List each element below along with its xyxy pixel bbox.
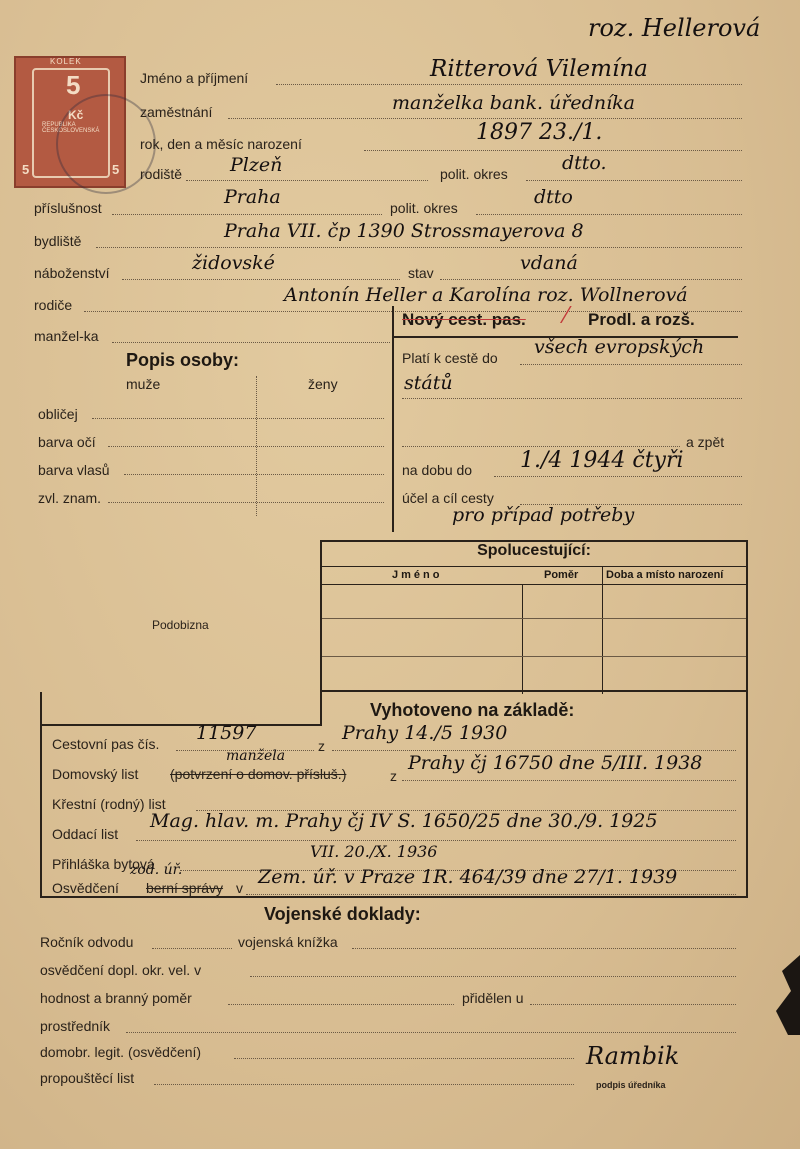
stamp-value-small-right: 5: [112, 162, 120, 177]
certificate-struck: berní správy: [146, 880, 224, 896]
rank-label: hodnost a branný poměr: [40, 990, 192, 1006]
birthplace-label: rodiště: [140, 166, 183, 182]
military-book-label: vojenská knížka: [238, 934, 338, 950]
face-label: obličej: [38, 406, 78, 422]
domicile-label: příslušnost: [34, 200, 102, 216]
home-list-value: Prahy čj 16750 dne 5/III. 1938: [408, 752, 703, 774]
intermediary-line: [126, 1032, 736, 1033]
name-line: [276, 84, 742, 85]
purpose-label: účel a cíl cesty: [402, 490, 494, 506]
companions-header: [322, 542, 746, 566]
duration-label: na dobu do: [402, 462, 473, 478]
photo-label: Podobizna: [152, 618, 209, 632]
assigned-line: [530, 1004, 736, 1005]
signature-caption: podpis úředníka: [596, 1080, 666, 1090]
baptism-label: Křestní (rodný) list: [52, 796, 166, 812]
discharge-line: [154, 1084, 574, 1085]
certificate-value: Zem. úř. v Praze 1R. 464/39 dne 27/1. 1939: [258, 866, 678, 888]
basis-box-step: [320, 692, 322, 726]
intermediary-label: prostředník: [40, 1018, 111, 1034]
red-check-mark: ⁄: [564, 304, 568, 329]
stamp-header: KOLEK: [50, 57, 82, 66]
marriage-label: Oddací list: [52, 826, 119, 842]
passport-number-label: Cestovní pas čís.: [52, 736, 160, 752]
new-passport-option: Nový cest. pas.: [402, 310, 526, 329]
stamp-currency: Kč: [68, 108, 84, 122]
religion-line: [122, 279, 400, 280]
basis-box-top-left: [40, 724, 322, 726]
stamp-country: REPUBLIKA ČESKOSLOVENSKÁ: [42, 122, 100, 134]
marriage-line: [136, 840, 736, 841]
district2-line: [476, 214, 742, 215]
valid-for-value-1: všech evropských: [534, 336, 705, 358]
valid-for-label: Platí k cestě do: [402, 350, 498, 366]
valid-for-line-2: [402, 398, 742, 399]
birth-line: [364, 150, 742, 151]
official-signature: Rambik: [586, 1042, 680, 1070]
companions-box: [320, 540, 748, 692]
valid-for-value-2: států: [404, 372, 453, 394]
maiden-name-note: roz. Hellerová: [588, 14, 761, 42]
registration-label: Přihláška bytová: [52, 856, 155, 872]
special-marks-line: [108, 502, 384, 503]
status-line: [440, 279, 742, 280]
hair-color-line: [124, 474, 384, 475]
home-list-line: [402, 780, 736, 781]
occupation-label: zaměstnání: [140, 104, 213, 120]
home-list-struck: (potvrzení o domov. přísluš.): [170, 766, 347, 782]
residence-value: Praha VII. čp 1390 Strossmayerova 8: [224, 220, 584, 242]
return-label: a zpět: [686, 434, 725, 450]
passport-from-value: Prahy 14./5 1930: [342, 722, 508, 744]
religion-value: židovské: [192, 252, 275, 274]
supplementary-cert-label: osvědčení dopl. okr. vel. v: [40, 962, 202, 978]
validity-box-left-border: [392, 306, 394, 532]
eye-color-label: barva očí: [38, 434, 96, 450]
supplementary-cert-line: [250, 976, 736, 977]
district2-label: polit. okres: [390, 200, 458, 216]
birthplace-value: Plzeň: [230, 154, 283, 176]
parents-label: rodiče: [34, 297, 73, 313]
renewal-option: Prodl. a rozš.: [588, 310, 695, 329]
torn-edge: [770, 955, 800, 1035]
duration-line: [494, 476, 742, 477]
companions-birth-header: Doba a místo narození: [606, 569, 724, 581]
eye-color-line: [108, 446, 384, 447]
certificate-label: Osvědčení: [52, 880, 119, 896]
companions-col-divider-1: [522, 584, 523, 694]
certificate-above: zod. úř.: [130, 862, 183, 878]
companions-col-divider-2: [602, 566, 603, 694]
home-guard-line: [234, 1058, 574, 1059]
passport-number-value: 11597: [196, 722, 257, 744]
home-list-above: manžela: [226, 748, 286, 764]
birth-value: 1897 23./1.: [476, 120, 603, 145]
purpose-value: pro případ potřeby: [452, 504, 635, 526]
military-title: Vojenské doklady:: [264, 904, 421, 924]
religion-label: náboženství: [34, 265, 110, 281]
birth-label: rok, den a měsíc narození: [140, 136, 302, 152]
residence-label: bydliště: [34, 233, 82, 249]
home-guard-label: domobr. legit. (osvědčení): [40, 1044, 202, 1060]
name-value: Ritterová Vilemína: [430, 56, 648, 82]
registration-value: VII. 20./X. 1936: [310, 842, 438, 861]
district1-value: dtto.: [562, 152, 607, 174]
district1-label: polit. okres: [440, 166, 508, 182]
birthplace-line: [186, 180, 428, 181]
home-list-label: Domovský list: [52, 766, 139, 782]
description-title: Popis osoby:: [126, 350, 240, 370]
certificate-line: [246, 894, 736, 895]
draft-year-line: [152, 948, 232, 949]
companions-title: Spolucestující:: [477, 542, 591, 559]
valid-for-line-3: [402, 446, 680, 447]
face-line: [92, 418, 384, 419]
basis-title: Vyhotoveno na základě:: [370, 700, 575, 720]
special-marks-label: zvl. znam.: [38, 490, 102, 506]
passport-from-label: z: [318, 738, 325, 754]
parents-value: Antonín Heller a Karolína roz. Wollnerová: [284, 284, 688, 306]
draft-year-label: Ročník odvodu: [40, 934, 134, 950]
spouse-label: manžel-ka: [34, 328, 99, 344]
rank-line: [228, 1004, 454, 1005]
military-book-line: [352, 948, 736, 949]
female-column-label: ženy: [308, 376, 338, 392]
domicile-line: [112, 214, 382, 215]
stamp-value: 5: [66, 70, 81, 100]
spouse-line: [112, 342, 390, 343]
companions-row-rule-2: [322, 656, 746, 657]
stamp-value-small: 5: [22, 162, 30, 177]
occupation-line: [228, 118, 742, 119]
duration-value: 1./4 1944 čtyři: [520, 448, 684, 473]
hair-color-label: barva vlasů: [38, 462, 110, 478]
home-list-from-label: z: [390, 768, 397, 784]
valid-for-line-1: [520, 364, 742, 365]
status-label: stav: [408, 265, 434, 281]
certificate-v-label: v: [236, 880, 243, 896]
occupation-value: manželka bank. úředníka: [392, 92, 635, 114]
companions-name-header: Jméno: [392, 569, 443, 581]
domicile-value: Praha: [224, 186, 281, 208]
companions-row-rule-1: [322, 618, 746, 619]
male-column-label: muže: [126, 376, 161, 392]
passport-from-line: [332, 750, 736, 751]
status-value: vdaná: [520, 252, 578, 274]
name-label: Jméno a příjmení: [140, 70, 249, 86]
assigned-label: přidělen u: [462, 990, 524, 1006]
residence-line: [96, 247, 742, 248]
companions-header-rule: [322, 584, 746, 585]
marriage-value: Mag. hlav. m. Prahy čj IV S. 1650/25 dne 30./9. 1925: [150, 810, 658, 832]
district1-line: [526, 180, 742, 181]
companions-title-rule: [322, 566, 746, 567]
discharge-label: propouštěcí list: [40, 1070, 135, 1086]
companions-relation-header: Poměr: [544, 569, 579, 581]
district2-value: dtto: [534, 186, 573, 208]
